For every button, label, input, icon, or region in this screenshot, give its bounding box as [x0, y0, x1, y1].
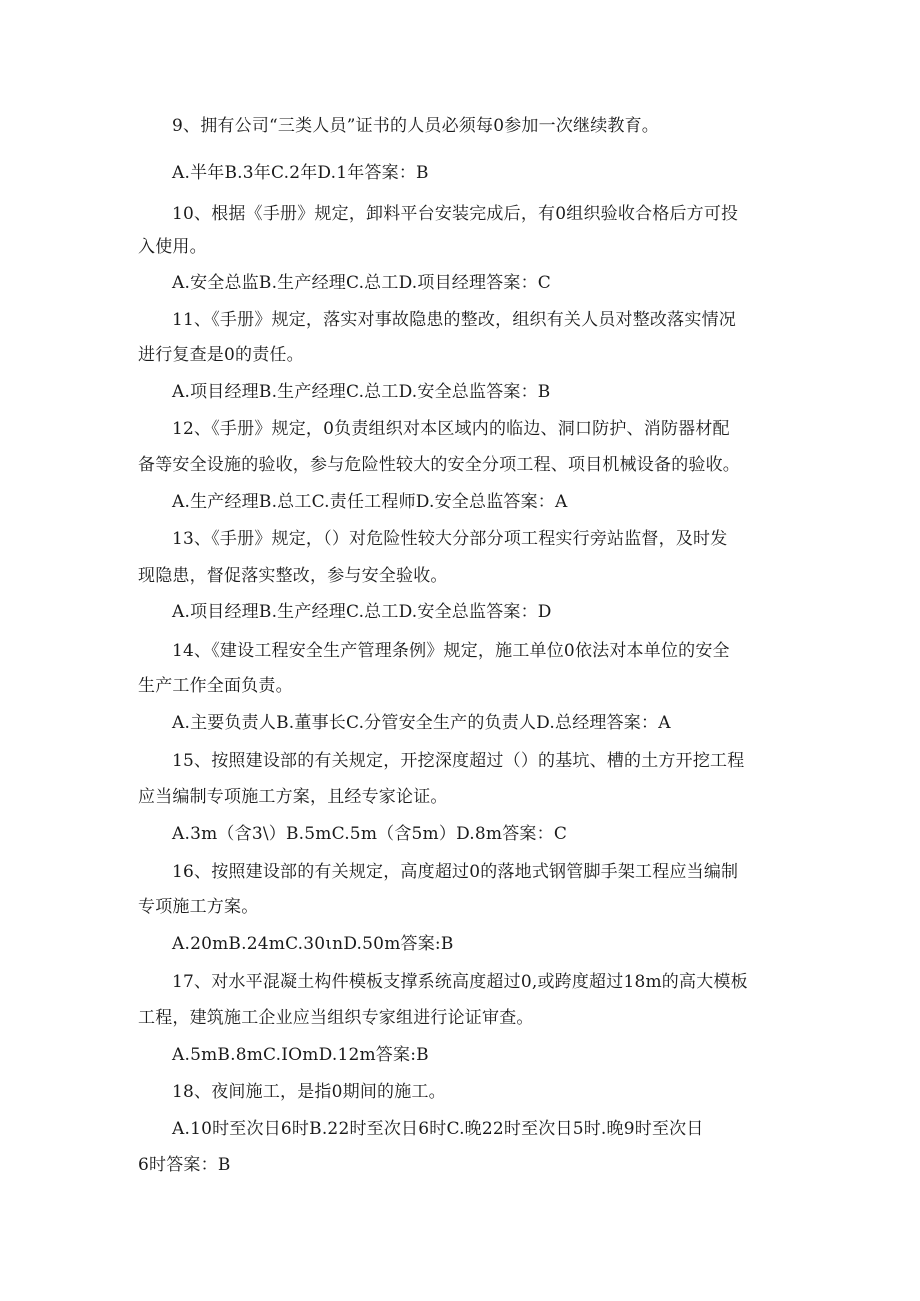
question-17-options: A.5mB.8mC.IOmD.12m答案:B: [172, 1045, 429, 1065]
question-12-line-1: 12、《手册》规定，0负责组织对本区域内的临边、洞口防护、消防器材配: [172, 419, 730, 439]
question-11-line-2: 进行复查是0的责任。: [138, 345, 304, 365]
question-10-line-1: 10、根据《手册》规定，卸料平台安装完成后，有0组织验收合格后方可投: [172, 204, 739, 224]
question-18-line-1: 18、夜间施工，是指0期间的施工。: [172, 1082, 446, 1102]
question-14-line-2: 生产工作全面负责。: [138, 676, 293, 696]
question-16-options: A.20mB.24mC.30ιnD.50m答案:B: [172, 934, 454, 954]
question-10-options: A.安全总监B.生产经理C.总工D.项目经理答案：C: [172, 273, 552, 293]
question-18-options-line-1: A.10时至次日6时B.22时至次日6时C.晚22时至次日5时.晚9时至次日: [172, 1119, 704, 1139]
question-13-options: A.项目经理B.生产经理C.总工D.安全总监答案：D: [172, 602, 552, 622]
question-9-line-1: 9、拥有公司“三类人员”证书的人员必须每0参加一次继续教育。: [172, 116, 660, 136]
question-12-options: A.生产经理B.总工C.责任工程师D.安全总监答案：A: [172, 492, 568, 512]
question-15-options: A.3m（含3\）B.5mC.5m（含5m）D.8m答案：C: [172, 824, 568, 844]
question-12-line-2: 备等安全设施的验收，参与危险性较大的安全分项工程、项目机械设备的验收。: [138, 455, 740, 475]
question-13-line-2: 现隐患，督促落实整改，参与安全验收。: [138, 566, 448, 586]
question-18-options-line-2: 6时答案：B: [138, 1155, 231, 1175]
question-14-options: A.主要负责人B.董事长C.分管安全生产的负责人D.总经理答案：A: [172, 713, 671, 733]
question-13-line-1: 13、《手册》规定，（）对危险性较大分部分项工程实行旁站监督，及时发: [172, 529, 728, 549]
question-10-line-2: 入使用。: [138, 237, 207, 257]
question-11-line-1: 11、《手册》规定，落实对事故隐患的整改，组织有关人员对整改落实情况: [172, 310, 736, 330]
question-17-line-2: 工程，建筑施工企业应当组织专家组进行论证审查。: [138, 1008, 534, 1028]
question-15-line-2: 应当编制专项施工方案，且经专家论证。: [138, 787, 448, 807]
question-17-line-1: 17、对水平混凝土构件模板支撑系统高度超过0,或跨度超过18m的高大模板: [172, 972, 748, 992]
question-14-line-1: 14、《建设工程安全生产管理条例》规定，施工单位0依法对本单位的安全: [172, 641, 730, 661]
question-9-options: A.半年B.3年C.2年D.1年答案：B: [172, 163, 429, 183]
question-16-line-2: 专项施工方案。: [138, 897, 259, 917]
question-15-line-1: 15、按照建设部的有关规定，开挖深度超过（）的基坑、槽的土方开挖工程: [172, 751, 745, 771]
question-11-options: A.项目经理B.生产经理C.总工D.安全总监答案：B: [172, 382, 551, 402]
question-16-line-1: 16、按照建设部的有关规定，高度超过0的落地式钢管脚手架工程应当编制: [172, 862, 739, 882]
